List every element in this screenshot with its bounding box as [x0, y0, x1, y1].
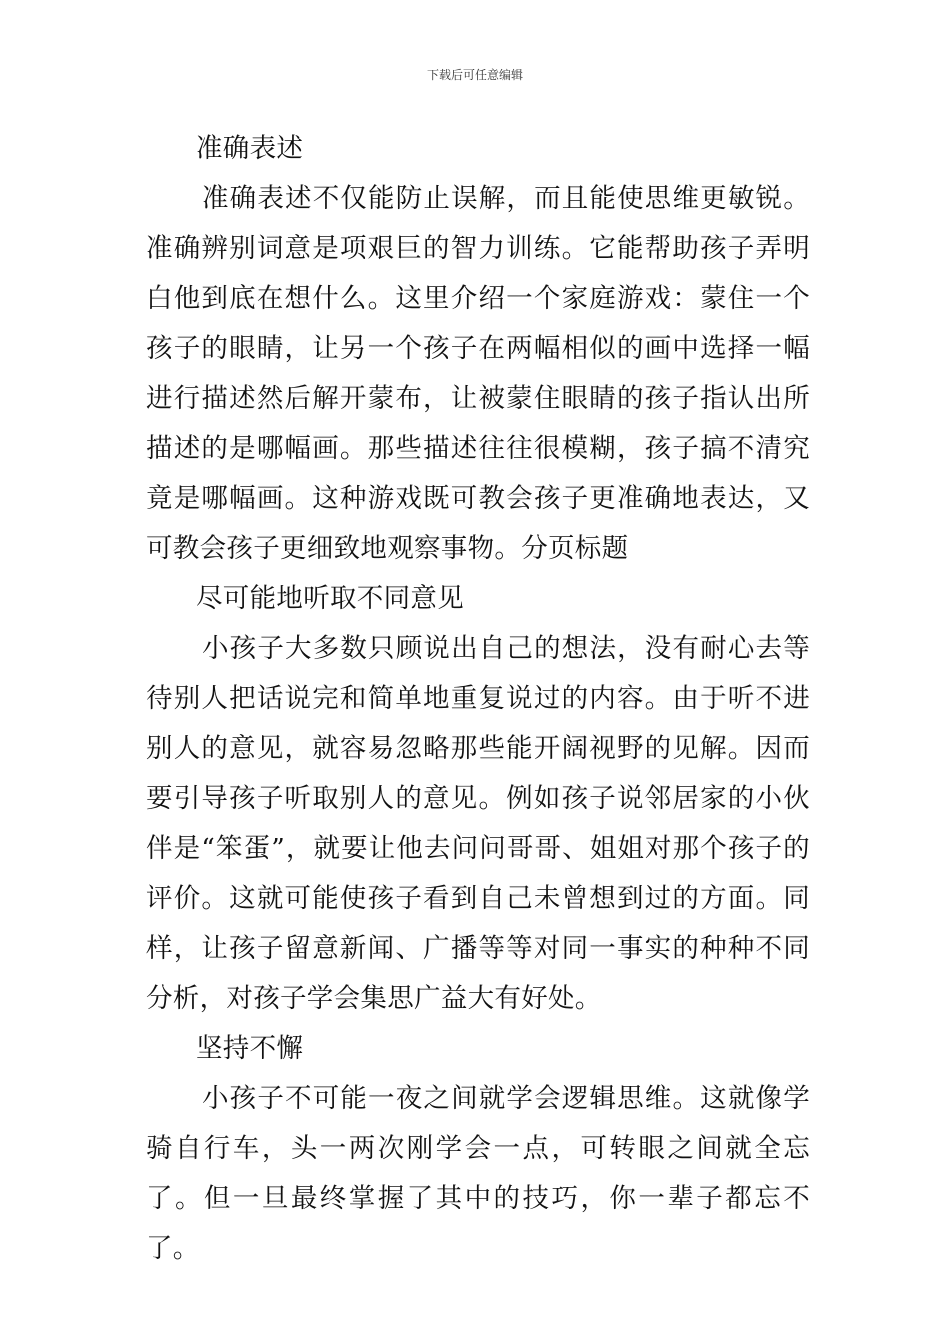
section-heading: 尽可能地听取不同意见 — [196, 583, 464, 614]
document-body — [146, 124, 810, 1274]
page-header: 下载后可任意编辑 — [426, 68, 523, 82]
section-paragraph: 小孩子不可能一夜之间就学会逻辑思维。这就像学骑自行车，头一两次刚学会一点，可转眼之间就全忘了。但一旦最终掌握了其中的技巧，你一辈子都忘不了。 — [146, 1083, 810, 1264]
section-heading: 坚持不懈 — [196, 1033, 304, 1064]
section-heading: 准确表述 — [196, 133, 304, 164]
section-paragraph: 准确表述不仅能防止误解，而且能使思维更敏锐。准确辨别词意是项艰巨的智力训练。它能帮助孩子弄明白他到底在想什么。这里介绍一个家庭游戏：蒙住一个孩子的眼睛，让另一个孩子在两幅相似的画中选择一幅进行描述然后解开蒙布，让被蒙住眼睛的孩子指认出所描述的是哪幅画。那些描述往往很模糊，孩子搞不清究竟是哪幅画。这种游戏既可教会孩子更准确地表达，又可教会孩子更细致地观察事物。分页标题 — [146, 183, 810, 564]
section-paragraph: 小孩子大多数只顾说出自己的想法，没有耐心去等待别人把话说完和简单地重复说过的内容。由于听不进别人的意见，就容易忽略那些能开阔视野的见解。因而要引导孩子听取别人的意见。例如孩子说邻居家的小伙伴是“笨蛋”，就要让他去问问哥哥、姐姐对那个孩子的评价。这就可能使孩子看到自己未曾想到过的方面。同样，让孩子留意新闻、广播等等对同一事实的种种不同分析，对孩子学会集思广益大有好处。 — [146, 633, 810, 1014]
